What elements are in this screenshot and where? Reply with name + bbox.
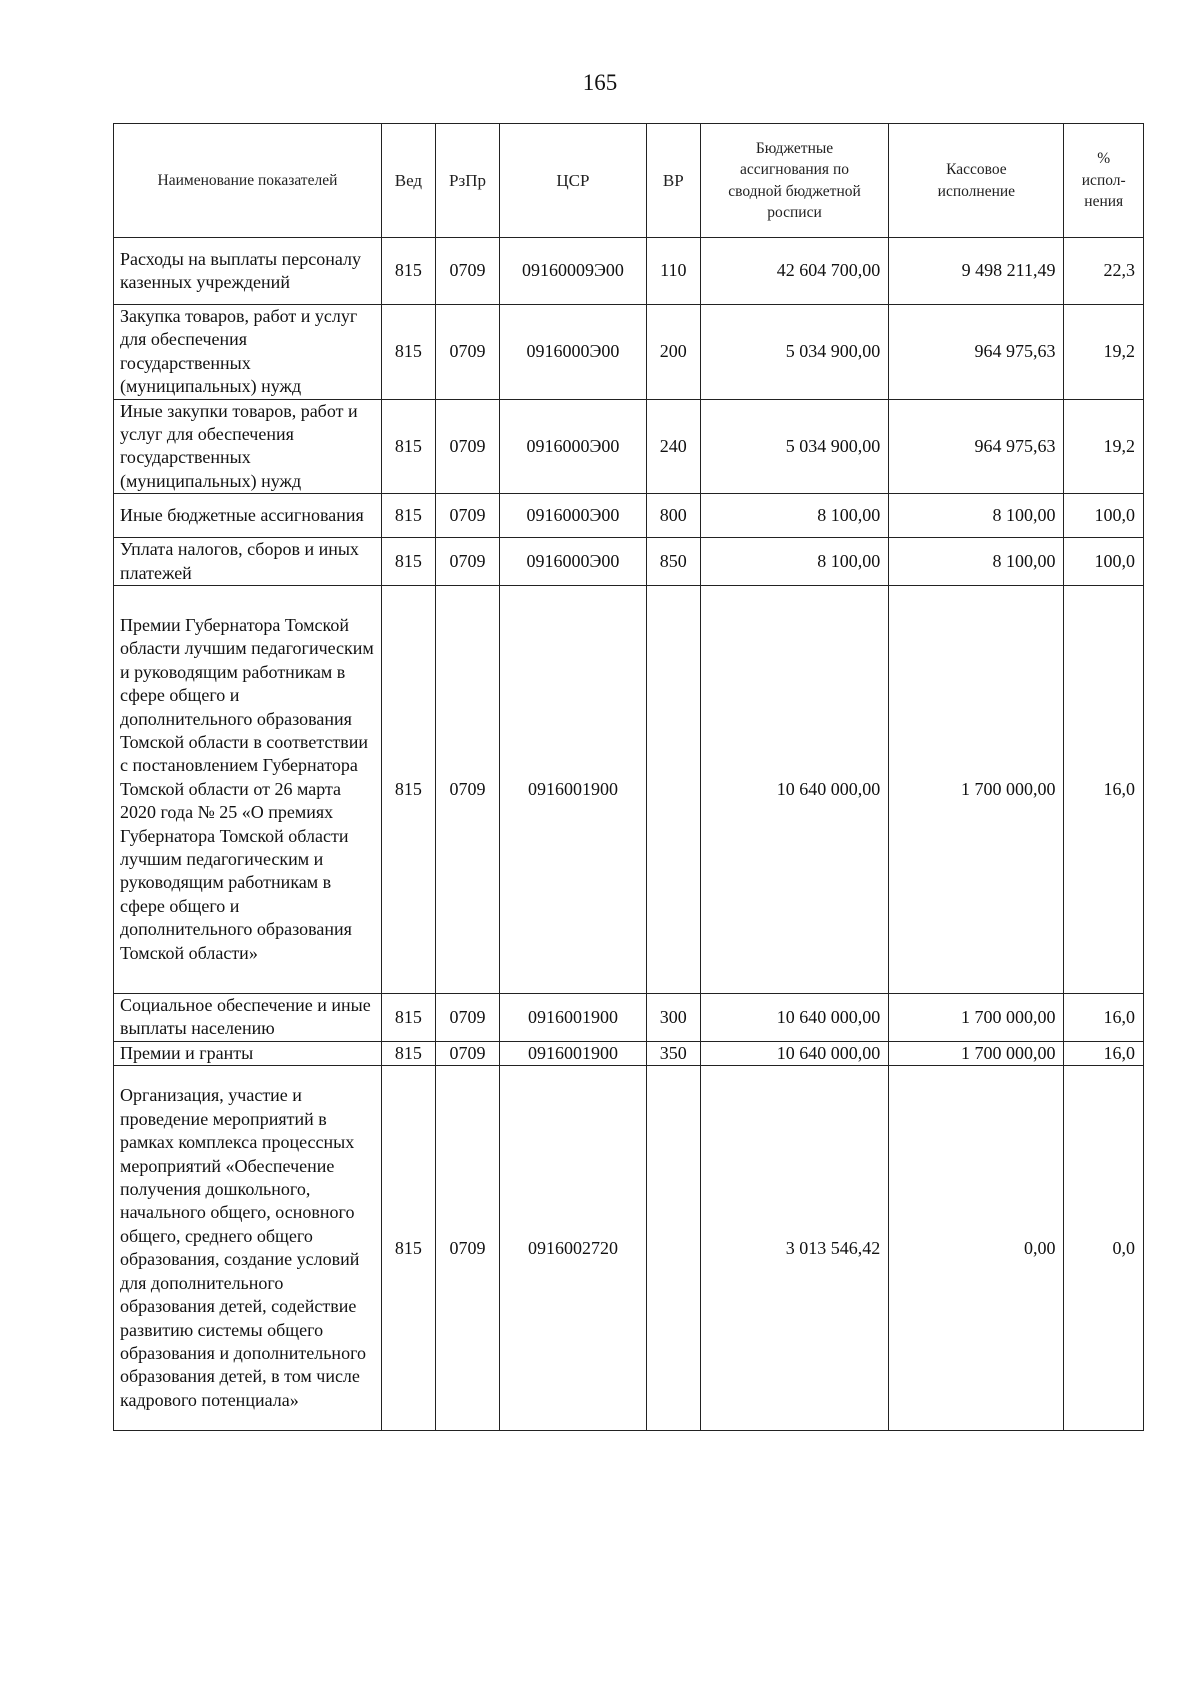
cell-percent: 22,3 xyxy=(1064,238,1144,305)
cell-rzpr: 0709 xyxy=(435,494,499,538)
cell-ved: 815 xyxy=(381,399,435,494)
cell-percent: 100,0 xyxy=(1064,494,1144,538)
cell-vr: 200 xyxy=(646,305,700,400)
table-row xyxy=(114,586,1144,994)
cell-budget: 8 100,00 xyxy=(700,494,888,538)
cell-csr: 0916000Э00 xyxy=(500,494,647,538)
cell-rzpr: 0709 xyxy=(435,238,499,305)
budget-table xyxy=(113,123,1144,1431)
cell-percent: 0,0 xyxy=(1064,1066,1144,1431)
cell-budget: 42 604 700,00 xyxy=(700,238,888,305)
cell-vr: 300 xyxy=(646,994,700,1042)
cell-csr: 0916001900 xyxy=(500,586,647,994)
cell-ved: 815 xyxy=(381,494,435,538)
table-row xyxy=(114,994,1144,1042)
cell-budget: 5 034 900,00 xyxy=(700,305,888,400)
cell-rzpr: 0709 xyxy=(435,586,499,994)
cell-budget: 10 640 000,00 xyxy=(700,586,888,994)
cell-name: Премии и гранты xyxy=(114,1041,382,1065)
cell-ved: 815 xyxy=(381,1041,435,1065)
cell-cash: 1 700 000,00 xyxy=(889,586,1064,994)
header-name: Наименование показателей xyxy=(114,124,382,238)
cell-cash: 964 975,63 xyxy=(889,305,1064,400)
cell-percent: 16,0 xyxy=(1064,586,1144,994)
cell-rzpr: 0709 xyxy=(435,1041,499,1065)
cell-cash: 8 100,00 xyxy=(889,538,1064,586)
cell-rzpr: 0709 xyxy=(435,305,499,400)
cell-csr: 0916000Э00 xyxy=(500,538,647,586)
cell-csr: 0916001900 xyxy=(500,994,647,1042)
table-row xyxy=(114,538,1144,586)
cell-name: Закупка товаров, работ и услуг для обеспечения государственных (муниципальных) нужд xyxy=(114,305,382,400)
cell-vr: 800 xyxy=(646,494,700,538)
cell-name: Социальное обеспечение и иные выплаты населению xyxy=(114,994,382,1042)
cell-rzpr: 0709 xyxy=(435,538,499,586)
table-row xyxy=(114,1041,1144,1065)
cell-vr: 350 xyxy=(646,1041,700,1065)
page-number: 165 xyxy=(582,70,618,95)
header-vr: ВР xyxy=(646,124,700,238)
cell-name: Расходы на выплаты персоналу казенных учреждений xyxy=(114,238,382,305)
table-row xyxy=(114,238,1144,305)
table-header-row xyxy=(114,124,1144,238)
cell-name: Премии Губернатора Томской области лучшим педагогическим и руководящим работникам в сфере общего и дополнительного образования Томской области в соответствии с постановлением Губернатора Томской области от 26 марта 2020 года № 25 «О премиях Губернатора Томской области лучшим педагогическим и руководящим работникам в сфере общего и дополнительного образования Томской области» xyxy=(114,586,382,994)
cell-cash: 964 975,63 xyxy=(889,399,1064,494)
cell-percent: 19,2 xyxy=(1064,305,1144,400)
cell-rzpr: 0709 xyxy=(435,994,499,1042)
cell-cash: 9 498 211,49 xyxy=(889,238,1064,305)
cell-budget: 8 100,00 xyxy=(700,538,888,586)
cell-budget: 5 034 900,00 xyxy=(700,399,888,494)
header-rzpr: РзПр xyxy=(435,124,499,238)
cell-vr: 850 xyxy=(646,538,700,586)
table-row xyxy=(114,1066,1144,1431)
table-row xyxy=(114,399,1144,494)
cell-vr xyxy=(646,1066,700,1431)
cell-cash: 8 100,00 xyxy=(889,494,1064,538)
cell-percent: 100,0 xyxy=(1064,538,1144,586)
cell-percent: 19,2 xyxy=(1064,399,1144,494)
cell-ved: 815 xyxy=(381,238,435,305)
cell-percent: 16,0 xyxy=(1064,1041,1144,1065)
header-budget: Бюджетные ассигнования по сводной бюджетной росписи xyxy=(700,124,888,238)
cell-ved: 815 xyxy=(381,586,435,994)
header-cash: Кассовое исполнение xyxy=(889,124,1064,238)
cell-ved: 815 xyxy=(381,305,435,400)
cell-csr: 09160009Э00 xyxy=(500,238,647,305)
cell-vr: 110 xyxy=(646,238,700,305)
cell-budget: 3 013 546,42 xyxy=(700,1066,888,1431)
cell-ved: 815 xyxy=(381,538,435,586)
cell-csr: 0916000Э00 xyxy=(500,305,647,400)
header-csr: ЦСР xyxy=(500,124,647,238)
cell-percent: 16,0 xyxy=(1064,994,1144,1042)
cell-cash: 1 700 000,00 xyxy=(889,1041,1064,1065)
cell-name: Организация, участие и проведение мероприятий в рамках комплекса процессных мероприятий «Обеспечение получения дошкольного, начального общего, основного общего, среднего общего образования, создание условий для дополнительного образования детей, содействие развитию системы общего образования и дополнительного образования детей, в том числе кадрового потенциала» xyxy=(114,1066,382,1431)
cell-ved: 815 xyxy=(381,1066,435,1431)
cell-csr: 0916002720 xyxy=(500,1066,647,1431)
cell-cash: 1 700 000,00 xyxy=(889,994,1064,1042)
cell-name: Уплата налогов, сборов и иных платежей xyxy=(114,538,382,586)
table-row xyxy=(114,494,1144,538)
cell-rzpr: 0709 xyxy=(435,1066,499,1431)
header-percent: % испол-нения xyxy=(1064,124,1144,238)
cell-ved: 815 xyxy=(381,994,435,1042)
cell-vr xyxy=(646,586,700,994)
table-row xyxy=(114,305,1144,400)
cell-budget: 10 640 000,00 xyxy=(700,994,888,1042)
cell-cash: 0,00 xyxy=(889,1066,1064,1431)
cell-vr: 240 xyxy=(646,399,700,494)
cell-rzpr: 0709 xyxy=(435,399,499,494)
cell-name: Иные бюджетные ассигнования xyxy=(114,494,382,538)
cell-name: Иные закупки товаров, работ и услуг для обеспечения государственных (муниципальных) нужд xyxy=(114,399,382,494)
cell-csr: 0916000Э00 xyxy=(500,399,647,494)
cell-budget: 10 640 000,00 xyxy=(700,1041,888,1065)
cell-csr: 0916001900 xyxy=(500,1041,647,1065)
header-ved: Вед xyxy=(381,124,435,238)
